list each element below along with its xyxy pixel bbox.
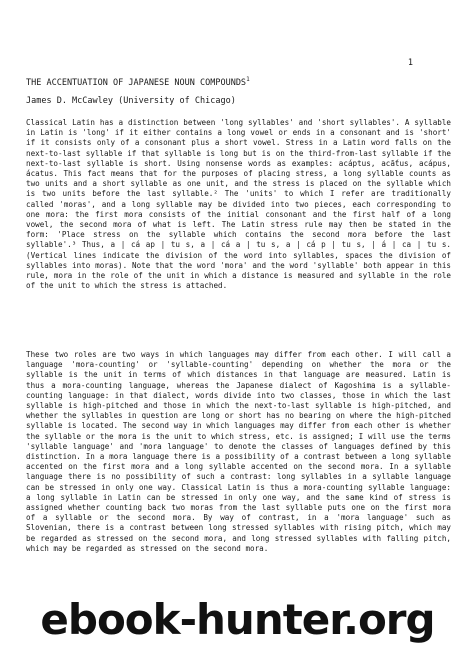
body-paragraph-2: These two roles are two ways in which languages may differ from each other. I will call a language 'mora-counting' or 'syllable-counting' depending on whether the mora or the syllable is the unit in terms of which distances in that language are measured. Latin is thus a mora-counting language, whereas the Japanese dialect of Kagoshima is a syllable-counting language: in that dialect, words divide into two classes, those in which the last syllable is high-pitched and those in which the next-to-last syllable is high-pitched, and whether the syllables in question are long or short has no bearing on where the high-pitched syllable is located. The second way in which languages may differ from each other is whether the syllable or the mora is the unit to which stress, etc. is assigned; I will use the terms 'syllable language' and 'mora language' to denote the classes of languages defined by this distinction. In a mora language there is a possibility of a contrast between a long syllable accented on the first mora and a long syllable accented on the second mora. In a syllable language there is no possibility of such a contrast: long syllables in a syllable language can be stressed in only one way. Classical Latin is thus a mora-counting syllable language: a long syllable in Latin can be stressed in only one way, and the same kind of stress is assigned whether counting back two moras from the last syllable puts one on the first mora of a syllable or the second mora. By way of contrast, in a 'mora language' such as Slovenian, there is a contrast between long stressed syllables with rising pitch, which may be regarded as stressed on the second mora, and long stressed syllables with falling pitch, which may be regarded as stressed on the second mora. — [26, 350, 451, 553]
watermark-text: ebook-hunter.org — [40, 595, 435, 644]
page-number: 1 — [407, 58, 413, 68]
title-footnote-marker: 1 — [246, 76, 250, 83]
body-paragraph-1: Classical Latin has a distinction between 'long syllables' and 'short syllables'. A syllable in Latin is 'long' if it either contains a long vowel or ends in a consonant and is 'short' if it consists only of a consonant plus a short vowel. Stress in a Latin word falls on the next-to-last syllable if that syllable is long but is on the third-from-last syllable if the next-to-last syllable is short. Using nonsense words as examples: acáptus, acā́tus, acápus, ácatus. This fact means that for the purposes of placing stress, a long syllable counts as two units and a short syllable as one unit, and the stress is placed on the syllable which is two units before the last syllable.² The 'units' to which I refer are traditionally called 'moras', and a long syllable may be divided into two pieces, each corresponding to one mora: the first mora consists of the initial consonant and the first half of a long vowel, the second mora of what is left. The Latin stress rule may then be stated in the form: 'Place stress on the syllable which contains the second mora before the last syllable'.³ Thus, a | cá ap | tu s, a | cá a | tu s, a | cá p | tu s, | á | ca | tu s. (Vertical lines indicate the division of the word into syllables, spaces the division of syllables into moras). Note that the word 'mora' and the word 'syllable' both appear in this rule, mora in the role of the unit in which a distance is measured and syllable in the role of the unit to which the stress is attached. — [26, 118, 451, 291]
author-line: James D. McCawley (University of Chicago) — [26, 96, 236, 106]
title-text: THE ACCENTUATION OF JAPANESE NOUN COMPOUNDS — [26, 77, 247, 88]
paper-title — [26, 76, 250, 88]
